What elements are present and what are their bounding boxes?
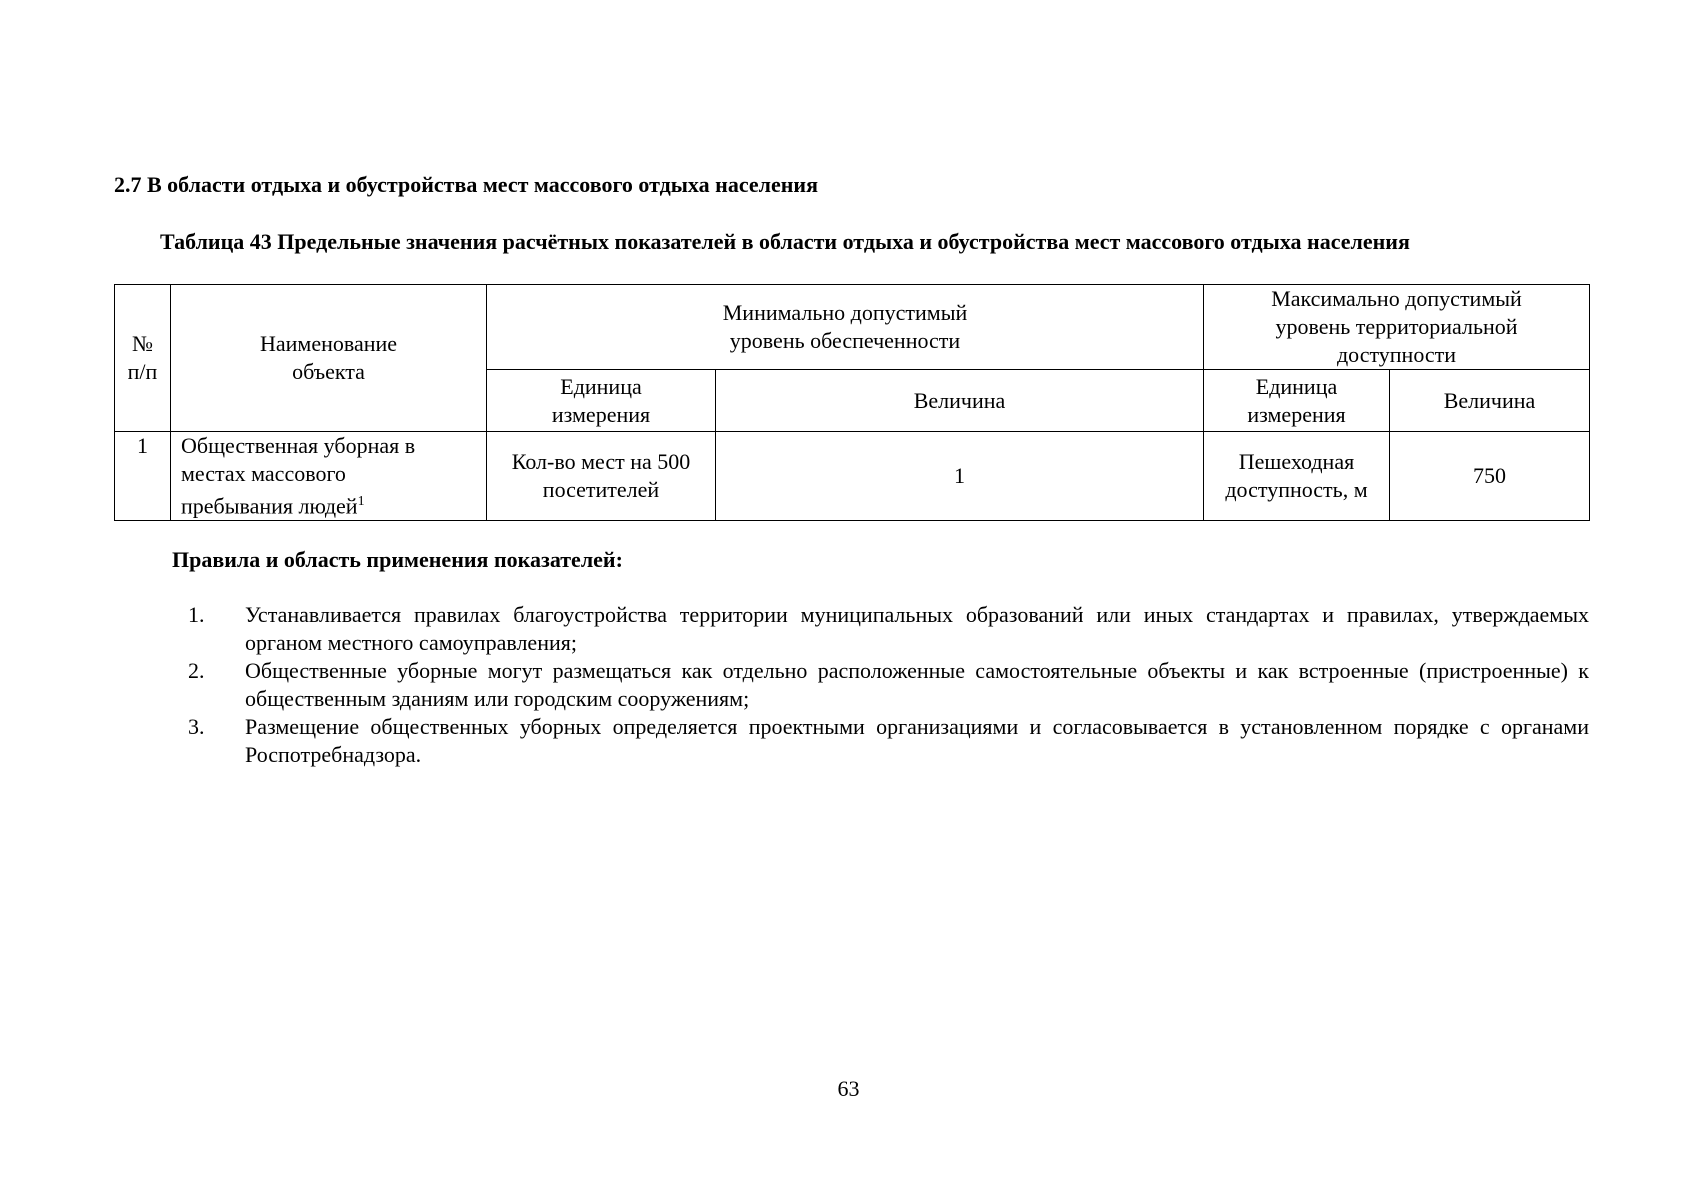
section-heading: 2.7 В области отдыха и обустройства мест массового отдыха населения xyxy=(114,172,818,197)
table-caption: Таблица 43 Предельные значения расчётных показателей в области отдыха и обустройства мест массового отдыха населения xyxy=(160,229,1410,254)
header-object-name: Наименование объекта xyxy=(171,285,487,432)
header-min-value: Величина xyxy=(716,370,1204,432)
table-row xyxy=(115,432,1590,521)
rule-number: 3. xyxy=(188,714,205,739)
rule-number: 1. xyxy=(188,602,205,627)
rule-text: Общественные уборные могут размещаться как отдельно расположенные самостоятельные объекты и как встроенные (пристроенные) к общественным зданиям или городским сооружениям; xyxy=(245,658,1589,711)
norms-table xyxy=(114,284,1590,521)
header-min-unit: Единица измерения xyxy=(487,370,716,432)
row-min-unit: Кол-во мест на 500 посетителей xyxy=(487,432,716,521)
row-max-value: 750 xyxy=(1390,432,1590,521)
row-max-unit: Пешеходная доступность, м xyxy=(1204,432,1390,521)
table-header-row xyxy=(115,285,1590,370)
rule-text: Устанавливается правилах благоустройства территории муниципальных образований или иных стандартах и правилах, утверждаемых органом местного самоуправления; xyxy=(245,602,1589,655)
rules-heading: Правила и область применения показателей: xyxy=(172,547,623,572)
row-min-value: 1 xyxy=(716,432,1204,521)
rule-text: Размещение общественных уборных определяется проектными организациями и согласовывается в установленном порядке с органами Роспотребнадзора. xyxy=(245,714,1589,767)
footnote-mark: 1 xyxy=(357,494,365,509)
rules-list xyxy=(188,601,1589,769)
header-max-accessibility: Максимально допустимый уровень территориальной доступности xyxy=(1204,285,1590,370)
header-max-unit: Единица измерения xyxy=(1204,370,1390,432)
row-object-name xyxy=(171,432,487,521)
row-object-name-text: Общественная уборная в местах массового пребывания людей xyxy=(181,433,416,519)
row-number: 1 xyxy=(115,432,171,521)
list-item xyxy=(188,601,1589,657)
list-item xyxy=(188,657,1589,713)
header-min-provision: Минимально допустимый уровень обеспеченности xyxy=(487,285,1204,370)
header-number: № п/п xyxy=(115,285,171,432)
rule-number: 2. xyxy=(188,658,205,683)
page-number: 63 xyxy=(837,1076,860,1101)
list-item xyxy=(188,713,1589,769)
header-max-value: Величина xyxy=(1390,370,1590,432)
